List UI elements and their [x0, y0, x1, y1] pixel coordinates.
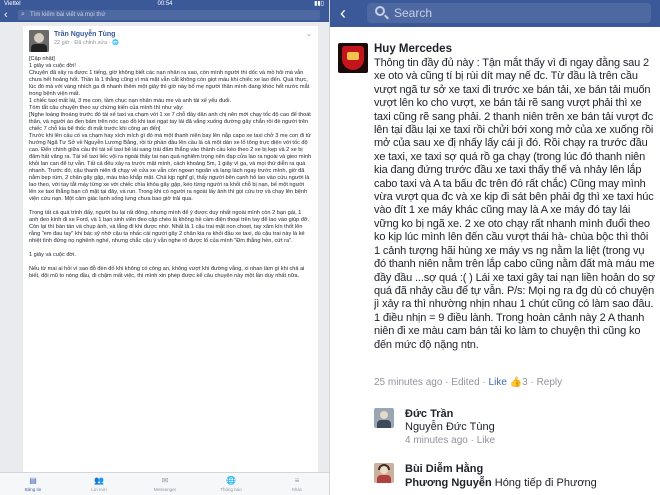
reply-text: Nguyễn Đức Tùng — [405, 421, 495, 433]
like-button[interactable]: Like — [488, 377, 507, 388]
search-placeholder: Tìm kiếm bài viết và mọi thứ — [30, 12, 106, 18]
tab-label: Thông báo — [220, 487, 242, 492]
like-thumb-icon: 👍 — [509, 377, 523, 388]
post-paragraph: Nếu từ mai ai hỏi vì sao đỗ đèn đỏ khi không có công an, không vượt khi đường vắng, xi nhan làm gì khi chả ai biết, đội mũ to nóng đầu, đi chậm mất việc, thì mình xin phép được kể câu chuyện này một lần duy nhất nữa. — [29, 266, 305, 279]
comment-meta: 25 minutes ago · Edited · Like 👍3 · Reply — [374, 377, 563, 388]
news-feed-icon: ▤ — [29, 476, 37, 485]
carrier-label: Viettel — [4, 1, 21, 7]
clock: 00:54 — [157, 1, 173, 7]
search-placeholder: Search — [394, 6, 433, 20]
reply-button[interactable]: Reply — [536, 377, 563, 388]
reply-body: Hóng tiếp đi Phương — [491, 477, 597, 489]
tab-label: Lời mời — [91, 487, 107, 492]
post-paragraph: 1 chiếc taxi mất lái, 3 mẹ con, tầm chục nạn nhân máu me và anh tài xế yếu đuối. — [29, 98, 232, 104]
post-body — [29, 56, 312, 280]
post-card — [23, 26, 318, 472]
comment-time: 25 minutes ago — [374, 377, 443, 388]
comment-text: Thông tin đầy đủ này : Tận mắt thấy vì đi ngay đằng sau 2 xe oto và cũng tí bị rùi dít may nế đc. Từ đầu là trên cầu vượt ngã tư sở xe taxi đi trước xe bán tải, xe bán tải muốn vượt lên ko cho vượt, xe bán tải rẽ sang vượt phải thì xe taxi cũng rẽ sang phải. 2 thanh niên trên xe bán tải vượt đc lên tại đầu lại xe taxi rồi chửi bới xong mở của xe xuống rồi mở của sau xe đị nhấy lấy cái jì đó. Rồi chạy ra trước đầu xe taxi, xe taxi sợ quá rồ ga chạy (trong lúc đó thanh niên kia đang đứng trước đầu xe taxi thấy thế và nhảy lên lắp cabo taxi và A ta bấu đc trên đó rất chắc) Cũng may mình vừa vượt qua đc và xe kịp đi sát bên phải đg thì xe taxi húc vào đít 1 xe máy khác cũng may là A xe máy đó tay lái vững ko bị ngã xe. 2 xe oto chạy rất nhanh mình đuổi theo ko kịp lúc mình lên đến cầu vượt thái hà- chùa bộc thì thôi 1 cảnh tượng hãi hùng xe máy vs ng nằm la liệt (trong vụ đó thanh niên nằm trên lắp cabo cũng nằm đất mà máu me đầy đầu ...sợ quá :( ) Lái xe taxi gây tai nạn liền hoản do sợ quá đã nhảy cầu để tự vẫn. P/s: Mọi ng ra đg dù có chuyện jì xảy ra thì nhường nhịn nhau 1 chút cũng có làm sao đâu. 1 điều nhịn = 9 điều lành. Trong hoàn cảnh này 2 A thanh niên đi xe màu cam bán tải ko làm to chuyện thì cũng ko đến mức độ nặng ntn. — [374, 57, 655, 351]
shield-logo-icon — [342, 46, 364, 70]
chevron-down-icon[interactable]: ⌄ — [306, 31, 312, 38]
comment-author[interactable]: Huy Mercedes — [374, 43, 452, 55]
bottom-tab-bar — [0, 472, 330, 495]
right-screenshot — [330, 0, 660, 495]
search-icon: ⌕ — [21, 11, 25, 18]
post-paragraph: 1 giây và cuộc đời. — [29, 252, 76, 258]
reply-author[interactable]: Bùi Diễm Hằng — [405, 463, 484, 475]
post-author[interactable]: Trần Nguyễn Tùng — [54, 31, 116, 38]
tab-messenger[interactable] — [132, 473, 198, 495]
search-icon — [375, 6, 385, 16]
post-paragraph: Trong tất cả quá trình đấy, người bu lại rất đông, nhưng mình để ý được duy nhất ngoài mình còn 2 bạn gái, 1 anh đeo kính đi xe Ford, và 1 bạn sinh viên đeo cặp chéo là không hề cầm điện thoại trên tay để lao vào giúp đỡ. Còn lại thì bàn tán và chụp ảnh, và lắng đi khi được nhờ. Nhất là 1 cậu trai mặt non choẹt, tay xăm kín thốt lên rằng "em đau tay" khi bác sỹ nhờ cậu ta nhấc cái người gãy 2 chân kia ra khỏi đầu xe taxi, dù cậu trai này là kẻ nhiệt tình đứng nọ nghênh nghé, nhưng chắc cậu ý vẫn nghe rõ được lố của mình "Đm thằng hèn, cứt ra". — [29, 210, 310, 244]
post-paragraph: [Cập nhật] — [29, 56, 55, 62]
post-paragraph: Trước khi lên cầu có va chạm hay xích mích gì đó mà một thanh niên bay lên nắp capo xe taxi chở 3 mẹ con đi từ hướng Ngã Tư Sở về Nguyễn Lương Bằng, rồi từ phần đầu lên cầu là cả một dàn xe lố tông trực diện với tốc độ cao. Đến chính giữa cầu thì tài xế taxi bẻ lái sang trái đâm thẳng vào thành cầu kéo theo 2 xe bị kẹp và 2 xe bị đâm hất văng ra. Tài xế taxi liếc vội ra ngoài thấy tai nạn quá nghiêm trọng nên đạp cửa lao ra ngoài và gieo mình khỏi lan can để tự vẫn. Tất cả đều xảy ra trước mặt mình, cách khoảng 5m, 1 giây vì ga, và mọi thứ diễn ra quá nhanh. Trước đó, cậu thanh niên đi chạy về cửa xe vẫn còn ngoan ngoãn và lạng lách ngay trước mình, giờ đã nằm bẹp rúm, 2 chân gãy gập, máu trào khắp mặt. Chả kịp nghĩ gì, thấy người bên cạnh hô lao vào cứu người là lao theo, với tay tắt máy từng xe với chiếc chìa khóa gãy gập, kéo từng người ra khỏi chỗ bị nạn, bế một người lên xe taxi thẳng bạn cô mặt tại đây, và run. Trong khi có người ra ngoài lấy ảnh thì gọi cứu trợ và chạy lên bệnh viện cứu nạn. Một cảm giác lạnh sống lưng chưa bao giờ trải qua. — [29, 133, 312, 202]
top-nav-bar — [330, 0, 660, 27]
post-paragraph: 1 giây và cuộc đời! — [29, 63, 76, 69]
reply-text — [405, 477, 597, 489]
tab-news-feed[interactable] — [0, 473, 66, 495]
reply-meta: 4 minutes ago · Like — [405, 435, 496, 446]
search-input[interactable] — [367, 3, 651, 23]
avatar[interactable] — [374, 408, 394, 428]
post-meta: 22 giờ · Đã chỉnh sửa · 🌐 — [54, 40, 119, 46]
avatar[interactable] — [374, 463, 394, 483]
menu-icon: ≡ — [294, 476, 300, 485]
back-arrow-icon[interactable]: ‹ — [4, 9, 8, 21]
tab-more[interactable] — [264, 473, 330, 495]
messenger-icon: ✉ — [161, 476, 169, 485]
like-button[interactable]: Like — [476, 435, 496, 446]
reply-time: 4 minutes ago — [405, 435, 468, 446]
tab-label: Khác — [291, 487, 303, 492]
post-paragraph: Chuyện đã xảy ra được 1 tiếng, giờ không biết các nạn nhân ra sao, còn mình người thì dốc và mồ hôi mà vẫn chưa hết hoảng hốt. Thần là 1 thằng cũng vì mà mặt vẫn cắt không còn giọt máu khi chiếc xe lao đến. Quá thực, lúc đó mà với vàng nhích ga đi nhanh thêm một giây thì giờ này bố mẹ người thân mình đang khóc hết nước mắt trong bệnh viện mất. — [29, 70, 310, 97]
tab-label: Messenger — [153, 487, 177, 492]
search-input[interactable] — [18, 10, 320, 20]
status-bar — [0, 0, 330, 8]
avatar[interactable] — [338, 43, 368, 73]
tab-label: Bảng tin — [24, 487, 42, 492]
mention-tag[interactable]: Phương Nguyễn — [405, 477, 492, 489]
tab-notifications[interactable] — [198, 473, 264, 495]
back-arrow-icon[interactable]: ‹ — [340, 3, 346, 23]
top-nav-bar — [0, 8, 330, 22]
globe-icon: 🌐 — [226, 476, 236, 485]
battery-icon: ▮▮▯ — [314, 1, 324, 7]
post-paragraph: Tóm tắt câu chuyện theo sự chứng kiến của mình thì như vậy: — [29, 105, 184, 111]
tab-requests[interactable] — [66, 473, 132, 495]
post-paragraph: [Nghe loáng thoáng trước đó tài xế taxi va chạm với 1 xe 7 chỗ đầy dân anh chị nên mới chạy tốc độ cao để thoát thân, và người áo đen bám trên nóc cạo đồ khi taxi ngạt tay lái đã vắng xuống đường gây chắn rồi đè người trên chiếc 7 chỗ kia bể thốc đi mất trước khi công an đến] — [29, 112, 311, 132]
edited-label[interactable]: Edited — [451, 377, 480, 388]
friend-requests-icon: 👥 — [94, 476, 104, 485]
reply-author[interactable]: Đức Trần — [405, 408, 454, 420]
avatar[interactable] — [29, 30, 49, 52]
like-count: 3 — [522, 377, 528, 388]
